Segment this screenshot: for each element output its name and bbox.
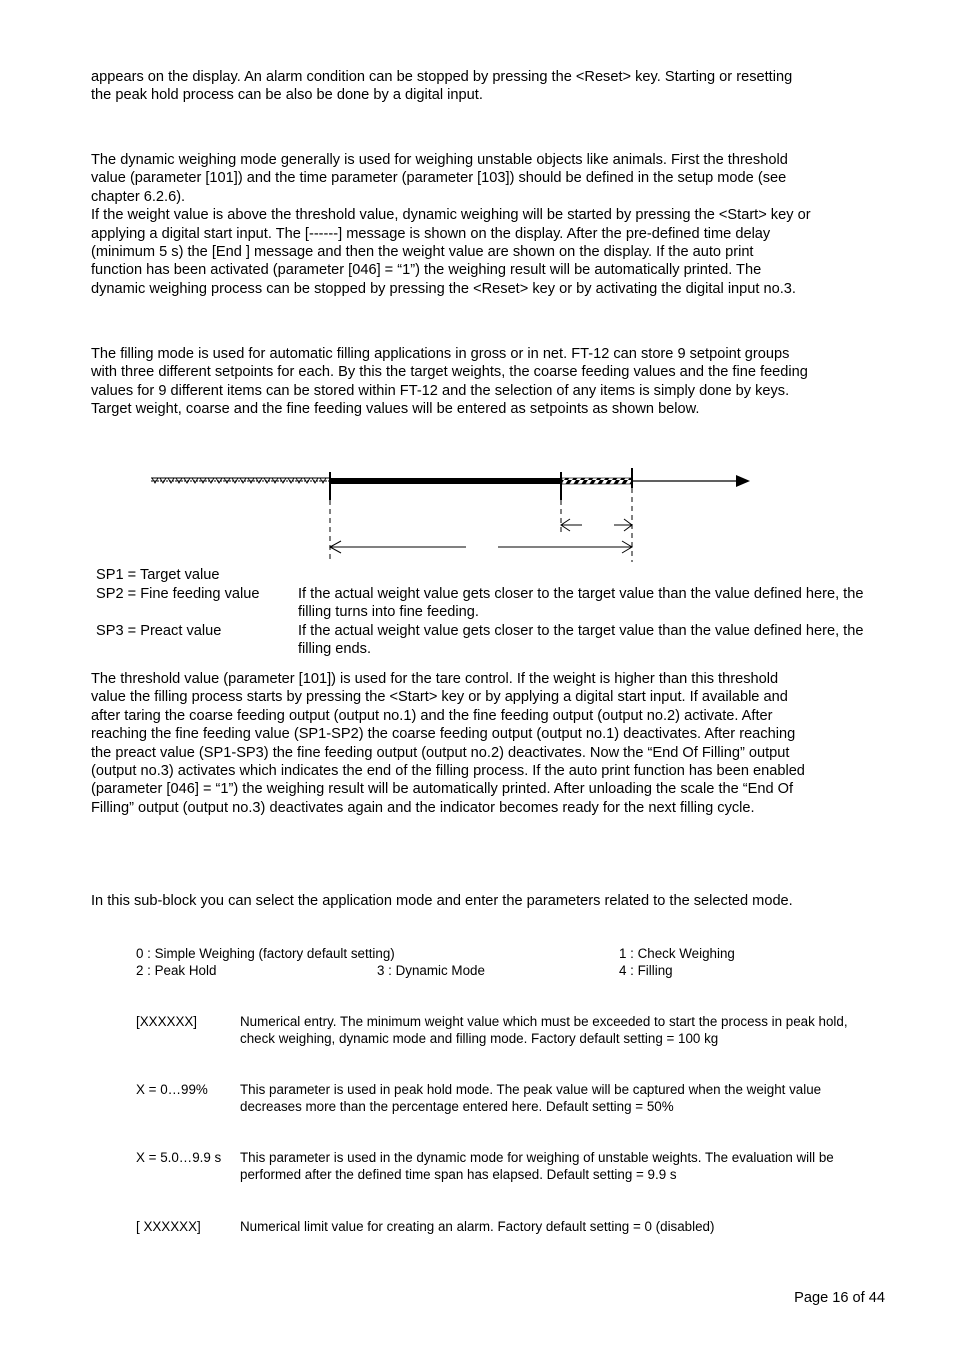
text-line: Target weight, coarse and the fine feeding values will be entered as setpoints as shown below.	[91, 401, 700, 418]
parameter-key: X = 0…99%	[136, 1082, 208, 1097]
parameter-description: This parameter is used in peak hold mode. The peak value will be captured when the weight value decreases more than the percentage entered here. Default setting = 50%	[240, 1082, 822, 1114]
filling-mode-paragraph	[91, 345, 891, 419]
coarse-feeding-bar	[330, 478, 562, 484]
text-line: The filling mode is used for automatic filling applications in gross or in net. FT-12 can store 9 setpoint groups	[91, 346, 790, 362]
text-line: The dynamic weighing mode generally is used for weighing unstable objects like animals. First the threshold	[91, 152, 788, 168]
target-span-arrows	[330, 541, 632, 553]
text-line: value the filling process starts by pressing the <Start> key or by applying a digital start input. If available and	[91, 689, 788, 706]
text-line: chapter 6.2.6).	[91, 188, 186, 205]
mode-option-0: 0 : Simple Weighing (factory default setting)	[136, 946, 395, 961]
text-line: the peak hold process can be also be done by a digital input.	[91, 87, 483, 104]
axis-arrowhead	[736, 475, 750, 487]
text-line: (minimum 5 s) the [End ] message and then the weight value are shown on the display. If the auto print	[91, 244, 754, 261]
text-line: If the weight value is above the threshold value, dynamic weighing will be started by pressing the <Start> key or	[91, 207, 811, 224]
text-line: function has been activated (parameter [046] = “1”) the weighing result will be automatically printed. The	[91, 262, 762, 279]
sp2-description: If the actual weight value gets closer to the target value than the value defined here, the filling turns into fine feeding.	[298, 586, 864, 621]
fine-feeding-bar	[562, 478, 632, 484]
text-line: appears on the display. An alarm condition can be stopped by pressing the <Reset> key. Starting or resetting	[91, 69, 793, 85]
text-line: (parameter [046] = “1”) the weighing result will be automatically printed. After unloading the scale the “End Of	[91, 781, 794, 798]
parameter-key: X = 5.0…9.9 s	[136, 1150, 222, 1165]
mode-option-4: 4 : Filling	[619, 963, 673, 978]
parameter-description: Numerical entry. The minimum weight value which must be exceeded to start the process in peak hold, check weighing, dynamic mode and filling mode. Factory default setting = 100 kg	[240, 1014, 848, 1046]
mode-option-2: 2 : Peak Hold	[136, 963, 217, 978]
text-line: Filling” output (output no.3) deactivates again and the indicator becomes ready for the next filling cycle.	[91, 799, 755, 816]
sp2-label: SP2 = Fine feeding value	[96, 586, 260, 602]
preact-span-arrows	[561, 519, 632, 531]
text-line: (output no.3) activates which indicates the end of the filling process. If the auto print function has been enabled	[91, 763, 805, 780]
text-line: The threshold value (parameter [101]) is used for the tare control. If the weight is higher than this threshold	[91, 671, 779, 687]
sp3-description: If the actual weight value gets closer to the target value than the value defined here, the filling ends.	[298, 623, 864, 658]
mode-option-1: 1 : Check Weighing	[619, 946, 735, 961]
parameter-key: [XXXXXX]	[136, 1014, 198, 1029]
text-line: value (parameter [101]) and the time parameter (parameter [103]) should be defined in the setup mode (see	[91, 170, 787, 187]
tare-zone-marks	[151, 478, 336, 483]
text-line: dynamic weighing process can be stopped by pressing the <Reset> key or by activating the digital input no.3.	[91, 280, 796, 297]
filling-setpoint-diagram	[140, 462, 760, 567]
mode-option-3: 3 : Dynamic Mode	[377, 963, 485, 978]
page-number: Page 16 of 44	[794, 1290, 885, 1306]
text-line: reaching the fine feeding value (SP1-SP2) the coarse feeding output (output no.1) deactivates. After reaching	[91, 726, 796, 743]
text-line: after taring the coarse feeding output (output no.1) and the fine feeding output (output no.2) activate. After	[91, 707, 773, 724]
sp3-label: SP3 = Preact value	[96, 623, 222, 639]
parameter-key: [ XXXXXX]	[136, 1219, 201, 1234]
parameter-description: Numerical limit value for creating an alarm. Factory default setting = 0 (disabled)	[240, 1219, 715, 1234]
dynamic-mode-paragraph	[91, 151, 891, 298]
text-line: values for 9 different items can be stored within FT-12 and the selection of any items is simply done by keys.	[91, 382, 790, 399]
parameter-description: This parameter is used in the dynamic mode for weighing of unstable weights. The evaluation will be performed after the defined time span has elapsed. Default setting = 9.9 s	[240, 1150, 834, 1182]
text-line: applying a digital start input. The [------] message is shown on the display. After the pre-defined time delay	[91, 225, 771, 242]
text-line: the preact value (SP1-SP3) the fine feeding output (output no.2) deactivates. Now the “End Of Filling” output	[91, 744, 790, 761]
intro-paragraph	[91, 68, 891, 105]
text-line: with three different setpoints for each. By this the target weights, the coarse feeding values and the fine feeding	[91, 364, 808, 381]
subblock-intro: In this sub-block you can select the application mode and enter the parameters related to the selected mode.	[91, 893, 793, 909]
sp1-label: SP1 = Target value	[96, 567, 220, 583]
threshold-paragraph	[91, 670, 891, 817]
